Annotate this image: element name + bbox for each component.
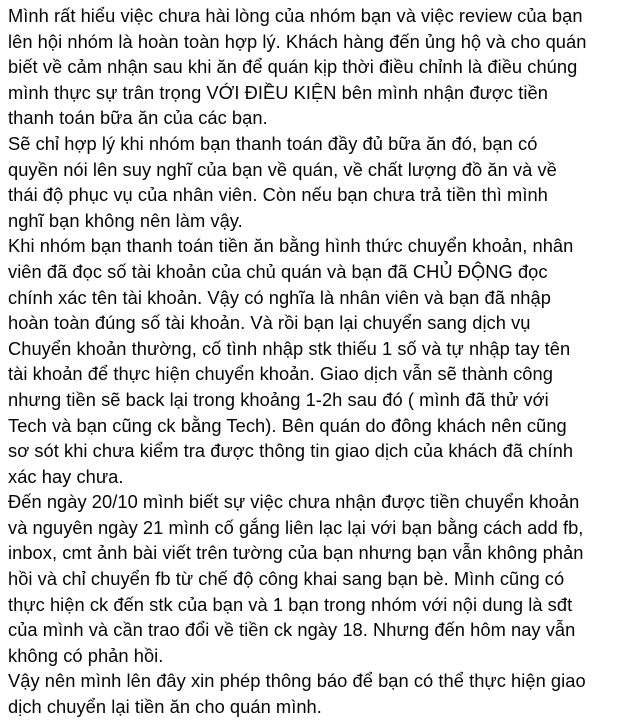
post-line: Chuyển khoản thường, cố tình nhập stk thiếu 1 số và tự nhập tay tên	[8, 337, 571, 359]
post-line: nghĩ bạn không nên làm vậy.	[8, 209, 243, 231]
post-line: Khi nhóm bạn thanh toán tiền ăn bằng hình thức chuyển khoản, nhân	[8, 235, 574, 257]
post-line: thanh toán bữa ăn của các bạn.	[8, 107, 268, 129]
post-line: sơ sót khi chưa kiểm tra được thông tin giao dịch của khách đã chính	[8, 440, 574, 462]
post-line: hồi và chỉ chuyển fb từ chế độ công khai sang bạn bè. Mình cũng có	[8, 568, 565, 590]
post-line: chính xác tên tài khoản. Vậy có nghĩa là nhân viên và bạn đã nhập	[8, 286, 551, 308]
post-line: Vậy nên mình lên đây xin phép thông báo để bạn có thể thực hiện giao	[8, 670, 586, 692]
post-line: của mình và cần trao đổi về tiền ck ngày 18. Nhưng đến hôm nay vẫn	[8, 619, 576, 641]
post-line: xác hay chưa.	[8, 465, 124, 487]
post-line: Tech và bạn cũng ck bằng Tech). Bên quán do đông khách nên cũng	[8, 414, 567, 436]
post-line: dịch chuyển lại tiền ăn cho quán mình.	[8, 696, 322, 718]
post-line: tài khoản để thực hiện chuyển khoản. Giao dịch vẫn sẽ thành công	[8, 363, 553, 385]
post-line: quyền nói lên suy nghĩ của bạn về quán, về chất lượng đồ ăn và về	[8, 158, 557, 180]
post-line: không có phản hồi.	[8, 644, 164, 666]
post-line: lên hội nhóm là hoàn toàn hợp lý. Khách hàng đến ủng hộ và cho quán	[8, 30, 587, 52]
post-line: Sẽ chỉ hợp lý khi nhóm bạn thanh toán đầy đủ bữa ăn đó, bạn có	[8, 132, 538, 154]
post-line: Mình rất hiểu việc chưa hài lòng của nhóm bạn và việc review của bạn	[8, 5, 583, 26]
post-line: inbox, cmt ảnh bài viết trên tường của bạn nhưng bạn vẫn không phản	[8, 542, 584, 564]
post-line: Đến ngày 20/10 mình biết sự việc chưa nhận được tiền chuyển khoản	[8, 491, 580, 513]
post-line: viên đã đọc số tài khoản của chủ quán và bạn đã CHỦ ĐỘNG đọc	[8, 260, 548, 282]
post-line: nhưng tiền sẽ back lại trong khoảng 1-2h sau đó ( mình đã thử với	[8, 388, 549, 410]
post-line: hoàn toàn đúng số tài khoản. Và rồi bạn lại chuyển sang dịch vụ	[8, 312, 531, 334]
post-line: biết về cảm nhận sau khi ăn để quán kịp thời điều chỉnh là điều chúng	[8, 56, 578, 78]
post-line: thực hiện ck đến stk của bạn và 1 bạn trong nhóm với nội dung là sđt	[8, 593, 573, 615]
post-line: và nguyên ngày 21 mình cố gắng liên lạc lại với bạn bằng cách add fb,	[8, 516, 584, 538]
post-line: mình thực sự trân trọng VỚI ĐIỀU KIỆN bên mình nhận được tiền	[8, 81, 548, 103]
post-line: thái độ phục vụ của nhân viên. Còn nếu bạn chưa trả tiền thì mình	[8, 184, 548, 206]
